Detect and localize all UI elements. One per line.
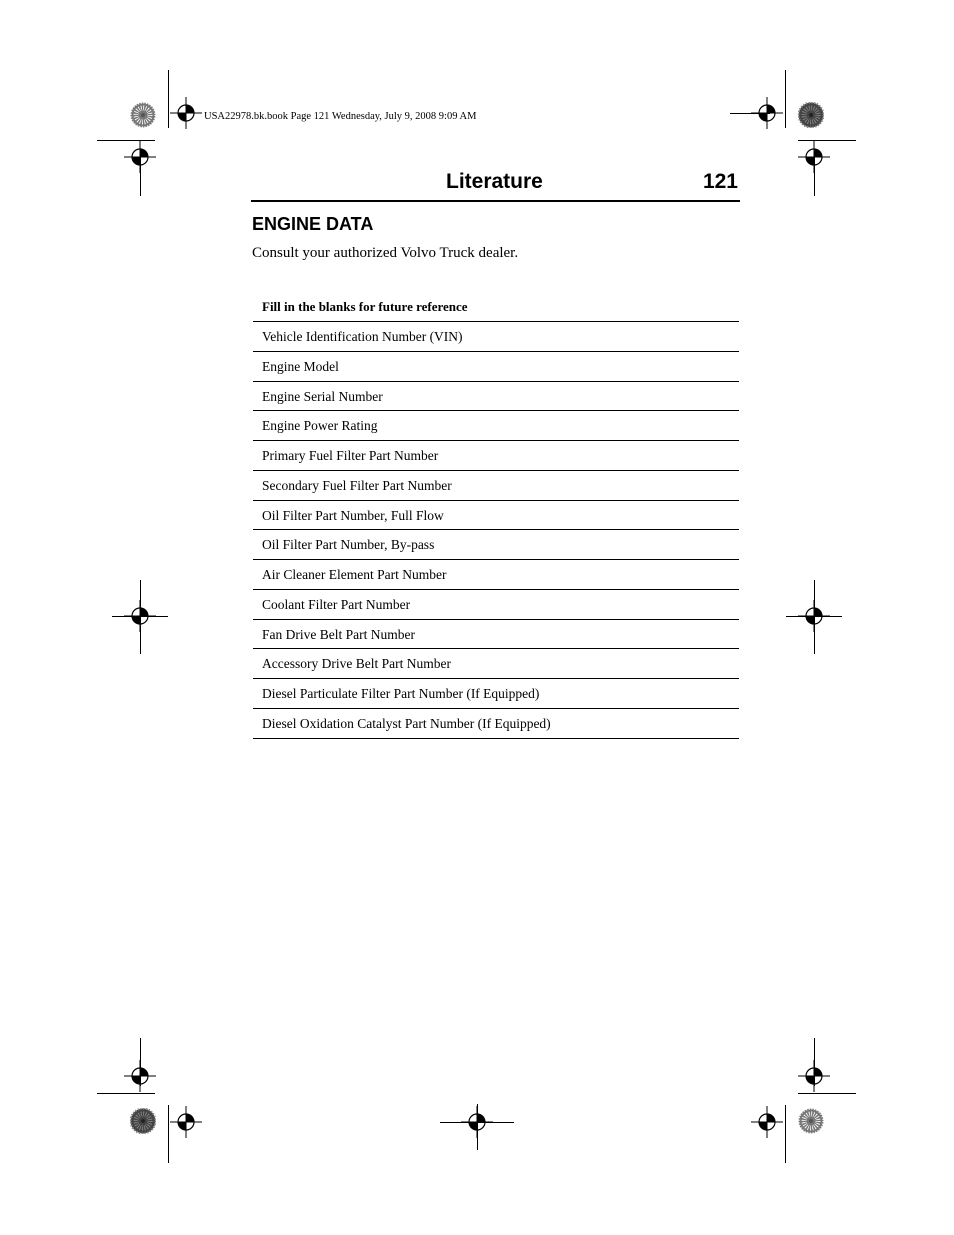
registration-mark-icon bbox=[750, 96, 784, 130]
color-rosette-icon bbox=[798, 102, 824, 128]
table-row: Oil Filter Part Number, Full Flow bbox=[253, 501, 739, 531]
table-row: Oil Filter Part Number, By-pass bbox=[253, 530, 739, 560]
registration-mark-icon bbox=[123, 599, 157, 633]
table-row: Vehicle Identification Number (VIN) bbox=[253, 322, 739, 352]
registration-mark-icon bbox=[123, 140, 157, 174]
registration-mark-icon bbox=[460, 1105, 494, 1139]
table-row: Engine Model bbox=[253, 352, 739, 382]
table-row: Diesel Particulate Filter Part Number (If Equipped) bbox=[253, 679, 739, 709]
table-row: Engine Power Rating bbox=[253, 411, 739, 441]
registration-mark-icon bbox=[797, 599, 831, 633]
section-heading: ENGINE DATA bbox=[252, 214, 374, 234]
color-rosette-icon bbox=[130, 102, 156, 128]
table-row: Air Cleaner Element Part Number bbox=[253, 560, 739, 590]
table-row: Diesel Oxidation Catalyst Part Number (If Equipped) bbox=[253, 709, 739, 739]
color-rosette-icon bbox=[798, 1108, 824, 1134]
page-title: Literature bbox=[446, 170, 543, 193]
table-row: Primary Fuel Filter Part Number bbox=[253, 441, 739, 471]
table-row: Accessory Drive Belt Part Number bbox=[253, 649, 739, 679]
registration-mark-icon bbox=[169, 96, 203, 130]
intro-text: Consult your authorized Volvo Truck dealer. bbox=[252, 245, 519, 261]
table-row: Engine Serial Number bbox=[253, 382, 739, 412]
print-slug: USA22978.bk.book Page 121 Wednesday, July 9, 2008 9:09 AM bbox=[204, 111, 477, 122]
reference-table bbox=[253, 293, 739, 739]
registration-mark-icon bbox=[123, 1059, 157, 1093]
registration-mark-icon bbox=[797, 140, 831, 174]
registration-mark-icon bbox=[750, 1105, 784, 1139]
table-heading: Fill in the blanks for future reference bbox=[253, 293, 739, 322]
table-row: Secondary Fuel Filter Part Number bbox=[253, 471, 739, 501]
table-row: Coolant Filter Part Number bbox=[253, 590, 739, 620]
page-number: 121 bbox=[702, 170, 738, 193]
color-rosette-icon bbox=[130, 1108, 156, 1134]
registration-mark-icon bbox=[797, 1059, 831, 1093]
table-row: Fan Drive Belt Part Number bbox=[253, 620, 739, 650]
header-rule bbox=[251, 200, 740, 202]
registration-mark-icon bbox=[169, 1105, 203, 1139]
